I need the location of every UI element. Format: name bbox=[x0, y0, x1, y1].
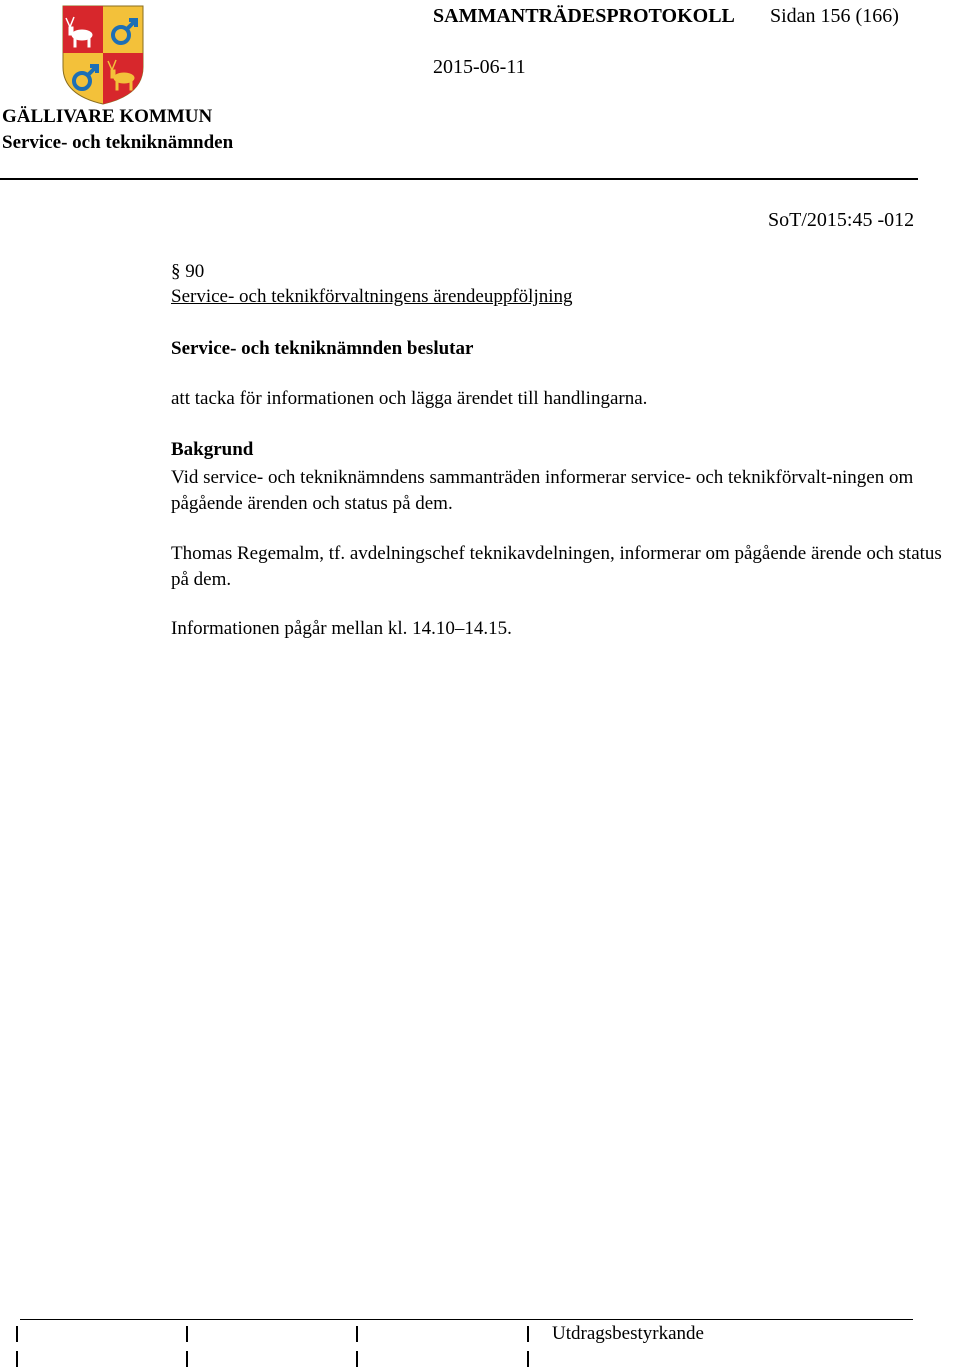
page-number: Sidan 156 (166) bbox=[770, 5, 899, 27]
case-reference: SoT/2015:45 -012 bbox=[768, 209, 915, 231]
information-text: Thomas Regemalm, tf. avdelningschef teknikavdelningen, informerar om pågående ärende och status på dem. bbox=[171, 543, 942, 590]
organization-unit: Service- och tekniknämnden bbox=[2, 132, 234, 153]
signature-box-divider bbox=[16, 1351, 18, 1367]
paragraph-subject: Service- och teknikförvaltningens ärendeuppföljning bbox=[171, 286, 573, 307]
meeting-date: 2015-06-11 bbox=[433, 56, 526, 78]
background-text: Vid service- och tekniknämndens sammanträden informerar service- och teknikförvalt-ningen om pågående ärenden och status på dem. bbox=[171, 467, 914, 514]
signature-box-divider bbox=[186, 1326, 188, 1342]
document-type-title: SAMMANTRÄDESPROTOKOLL bbox=[433, 5, 735, 27]
signature-box-divider bbox=[186, 1351, 188, 1367]
paragraph-number: § 90 bbox=[171, 261, 205, 282]
footer-divider bbox=[20, 1319, 913, 1320]
time-text: Informationen pågår mellan kl. 14.10–14.15. bbox=[171, 618, 512, 639]
decision-heading: Service- och tekniknämnden beslutar bbox=[171, 338, 474, 359]
background-heading: Bakgrund bbox=[171, 439, 254, 460]
signature-box-divider bbox=[527, 1326, 529, 1342]
signature-box-divider bbox=[356, 1326, 358, 1342]
decision-text: att tacka för informationen och lägga ärendet till handlingarna. bbox=[171, 388, 648, 409]
organization-name: GÄLLIVARE KOMMUN bbox=[2, 106, 213, 127]
extract-certification-label: Utdragsbestyrkande bbox=[552, 1323, 704, 1344]
signature-box-divider bbox=[527, 1351, 529, 1367]
header-divider bbox=[0, 178, 918, 180]
municipal-crest-logo bbox=[62, 5, 144, 105]
signature-box-divider bbox=[356, 1351, 358, 1367]
signature-box-divider bbox=[16, 1326, 18, 1342]
